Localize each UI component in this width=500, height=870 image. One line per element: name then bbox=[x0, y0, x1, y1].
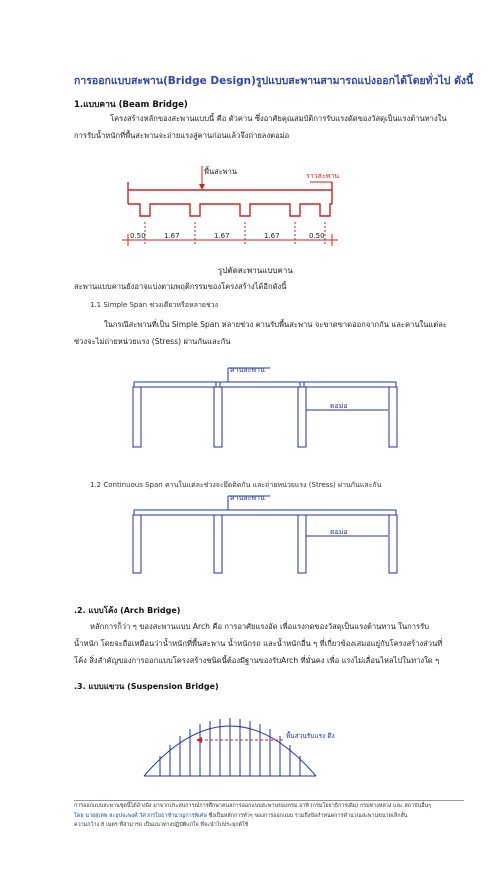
page-title: การออกแบบสะพาน(Bridge Design)รูปแบบสะพานสามารถแบ่งออกได้โดยทั่วไป ดังนี้ bbox=[74, 75, 474, 87]
beam-label: คานสะพาน bbox=[230, 366, 265, 374]
suspension-deck-label: พื้นส่วนรับแรง ดึง bbox=[286, 732, 335, 740]
beam-para-line2: การรับน้ำหนักที่พื้นสะพานจะถ่ายแรงสู่คานก่อนแล้วจึงถ่ายลงตอม่อ bbox=[74, 131, 290, 140]
footer-divider bbox=[74, 800, 464, 801]
rail-label: ราวสะพาน bbox=[306, 172, 339, 180]
beam-after-text: สะพานแบบคานยังอาจแบ่งตามพฤติกรรมของโครงสร้างได้อีกดังนี้ bbox=[74, 282, 287, 291]
beam-section-diagram bbox=[110, 160, 370, 256]
simple-span-line2: ช่วงจะไม่ถ่ายหน่วยแรง (Stress) ผ่านกันและกัน bbox=[74, 337, 231, 346]
continuous-span-diagram bbox=[130, 490, 400, 578]
simple-span-line1: ในกรณีสะพานที่เป็น Simple Span หลายช่วง คานรับพื้นสะพาน จะขาดขาดออกจากกัน และคานในแต่ละ bbox=[104, 320, 447, 329]
beam-para-line1: โครงสร้างหลักของสะพานแบบนี้ คือ ตัวคาน ซึ่งอาศัยคุณสมบัติการรับแรงดัดของวัสดุเป็นแรงต้านทางใน bbox=[110, 114, 447, 123]
footer-line2: ซึ่งเป็นหลักการทั่วๆ ของการออกแบบ รวมถึงข้อกำหนดการคำนวณสะพานขนาดเล็กสั้น bbox=[208, 812, 408, 819]
pier-label: ตอม่อ bbox=[330, 402, 348, 410]
dim-label: 0.50 bbox=[130, 232, 146, 240]
simple-span-diagram bbox=[130, 362, 400, 452]
footer-line3: ความกว้าง 8 เมตร ที่สามารถ เป็นแนวทางปฏิบัติแก่ใจ ที่จะนำไปประยุกต์ใช้ bbox=[74, 822, 249, 828]
dim-label: 0.50 bbox=[309, 232, 325, 240]
dim-label: 1.67 bbox=[264, 232, 280, 240]
arch-heading: .2. แบบโค้ง (Arch Bridge) bbox=[74, 606, 181, 615]
arch-line1: หลักการก็ว่า ๆ ของสะพานแบบ Arch คือ การอาศัยแรงอัด เพื่อแรงกดของวัสดุเป็นแรงต้านทาน ในการรับ bbox=[90, 622, 429, 631]
dim-label: 1.67 bbox=[214, 232, 230, 240]
footer-line1: การออกแบบสะพานชุดนี้ได้อ้างอิง มาจากประสบการณ์การศึกษาคนลการออกแบบสะพานของกรม อาทิ (กรมโยธาธิการเดิม) กรมทางหลวง และ สถาบันอื่นๆ bbox=[74, 803, 432, 809]
footer-author: โดย นายสุเทพ ละอุปจะพงศ์ วิศวกรโยธาชำนาญการพิเศษ bbox=[74, 812, 207, 819]
dim-label: 1.67 bbox=[164, 232, 180, 240]
arch-line3: โค้ง สิ่งสำคัญของการออกแบบโครงสร้างชนิดนี้ต้องมีฐานของรับArch ที่มั่นคง เพื่อ แรงไม่เลื่อนไหลไปในทางใด ๆ bbox=[74, 656, 440, 665]
deck-label: พื้นสะพาน bbox=[204, 167, 237, 176]
beam-label: คานสะพาน bbox=[230, 494, 265, 502]
pier-label: ตอม่อ bbox=[330, 528, 348, 536]
simple-span-heading: 1.1 Simple Span ช่วงเดียวหรือหลายช่วง bbox=[90, 301, 219, 309]
continuous-span-heading: 1.2 Continuous Span คานในแต่ละช่วงจะยึดติดกัน และถ่ายหน่วยแรง (Stress) ผ่านกันและกัน bbox=[90, 481, 382, 489]
beam-heading: 1.แบบคาน (Beam Bridge) bbox=[74, 100, 188, 110]
page-footer bbox=[74, 802, 464, 831]
suspension-diagram bbox=[140, 700, 335, 780]
arch-line2: น้ำหนัก โดยจะถือเหมือนว่าน้ำหนักที่พื้นสะพาน น้ำหนักรถ และน้ำหนักอื่น ๆ ที่เกี่ยวข้องเสมอแยู่กับโครงสร้างส่วนที่ bbox=[74, 639, 443, 648]
beam-caption: รูปตัดสะพานแบบคาน bbox=[218, 266, 293, 275]
suspension-heading: .3. แบบแขวน (Suspension Bridge) bbox=[74, 682, 219, 691]
